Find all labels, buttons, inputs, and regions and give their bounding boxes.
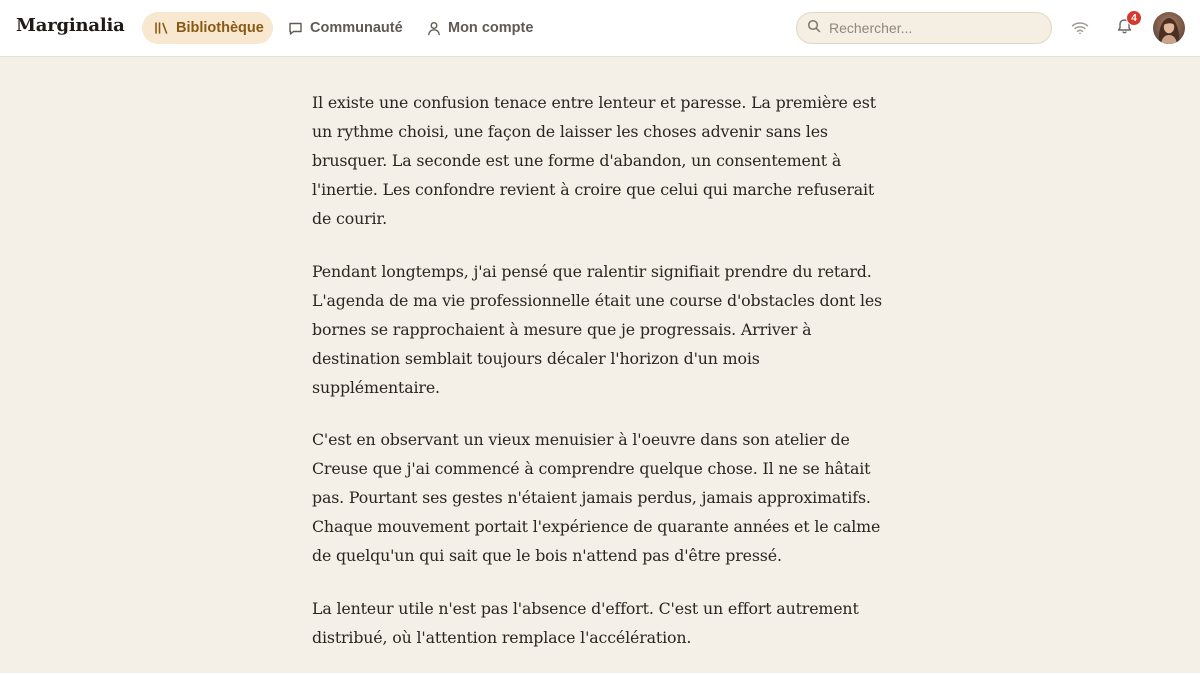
nav-item-account-label: Mon compte (448, 20, 534, 36)
article-paragraph: La lenteur utile n'est pas l'absence d'effort. C'est un effort autrement distribué, où l'attention remplace l'accélération. (312, 598, 859, 647)
chat-icon (288, 21, 303, 36)
top-navigation-bar (0, 0, 1200, 57)
article-body (312, 88, 888, 675)
notification-count-badge: 4 (1126, 10, 1142, 26)
article-paragraph: Pendant longtemps, j'ai pensé que ralentir signifiait prendre du retard. L'agenda de ma vie professionnelle était une course d'obstacles dont les bornes se rapprochaient à mesure que je progressais. Arriver à destination semblait toujours décaler l'horizon d'un mois supplémentaire. (312, 261, 883, 397)
avatar[interactable] (1153, 12, 1185, 44)
library-icon (154, 21, 169, 35)
app-logo[interactable]: Marginalia (16, 15, 125, 36)
nav-item-account[interactable] (415, 12, 545, 44)
article-paragraph: C'est en observant un vieux menuisier à l'oeuvre dans son atelier de Creuse que j'ai commencé à comprendre quelque chose. Il ne se hâtait pas. Pourtant ses gestes n'étaient jamais perdus, jamais approximatifs. Chaque mouvement portait l'expérience de quarante années et le calme de quelqu'un qui sait que le bois n'attend pas d'être pressé. (312, 430, 881, 565)
nav-item-community-label: Communauté (310, 20, 403, 36)
nav-item-library[interactable] (142, 12, 273, 44)
article-paragraph: Il existe une confusion tenace entre lenteur et paresse. La première est un rythme choisi, une façon de laisser les choses advenir sans les brusquer. La seconde est une forme d'abandon, un consentement à l'inertie. Les confondre revient à croire que celui qui marche refuserait de courir. (312, 93, 876, 228)
user-icon (427, 21, 441, 36)
search-input[interactable] (829, 20, 1029, 36)
nav-item-library-label: Bibliothèque (176, 20, 264, 36)
search-icon (807, 19, 821, 38)
wifi-icon[interactable] (1068, 16, 1092, 40)
search-box[interactable] (796, 12, 1052, 44)
nav-item-community[interactable] (276, 12, 415, 44)
